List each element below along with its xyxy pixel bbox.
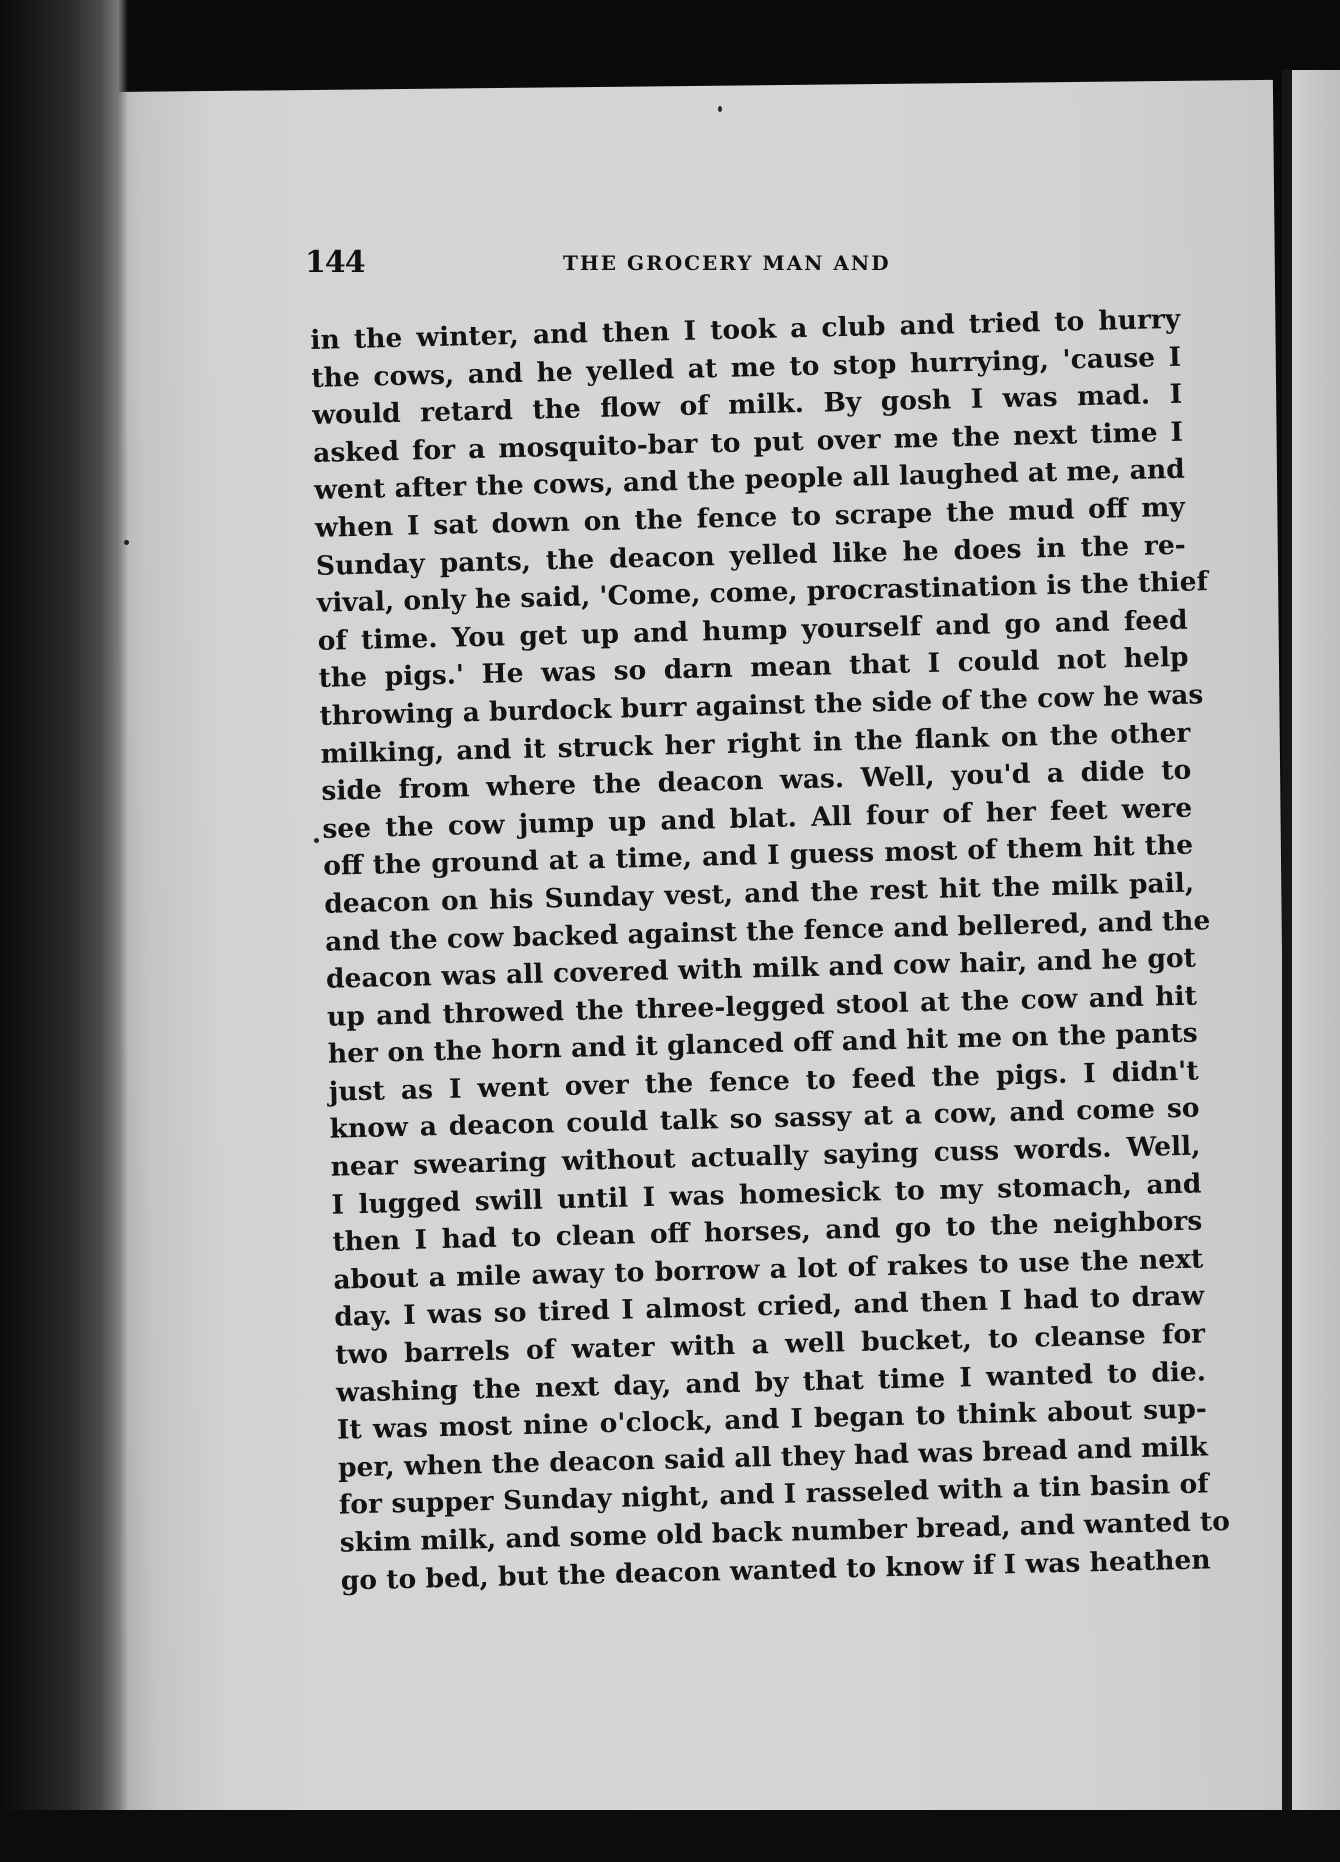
text-line: the cows, and he yelled at me to stop hurrying, 'cause I bbox=[310, 341, 1182, 394]
text-line: would retard the flow of milk. By gosh I was mad. I bbox=[311, 378, 1183, 432]
text-line: washing the next day, and by that time I wanted to die. bbox=[335, 1356, 1207, 1409]
text-line: in the winter, and then I took a club and tried to hurry bbox=[310, 303, 1181, 356]
text-line: skim milk, and some old back number bread, and wanted to bbox=[339, 1505, 1231, 1559]
text-line: side from where the deacon was. Well, you'd a dide to bbox=[321, 754, 1192, 807]
scan-speck bbox=[718, 106, 722, 112]
text-line: deacon was all covered with milk and cow hair, and he got bbox=[325, 942, 1197, 995]
text-line: go to bed, but the deacon wanted to know if I was heathen bbox=[340, 1543, 1211, 1597]
text-line: near swearing without actually saying cuss words. Well, bbox=[330, 1130, 1201, 1183]
text-line: of time. You get up and hump yourself and go and feed bbox=[317, 604, 1188, 657]
text-line: Sunday pants, the deacon yelled like he does in the re- bbox=[315, 529, 1187, 582]
text-line: per, when the deacon said all they had was bread and milk bbox=[337, 1431, 1209, 1484]
text-line: off the ground at a time, and I guess most of them hit the bbox=[322, 829, 1194, 883]
text-line: throwing a burdock burr against the side of the cow he was bbox=[319, 679, 1204, 732]
text-line: milking, and it struck her right in the flank on the other bbox=[320, 717, 1191, 770]
text-line: her on the horn and it glanced off and hit me on the pants bbox=[327, 1017, 1199, 1071]
scan-top-border bbox=[0, 0, 1340, 92]
text-line: day. I was so tired I almost cried, and then I had to draw bbox=[333, 1280, 1205, 1334]
text-line: went after the cows, and the people all laughed at me, and bbox=[313, 454, 1186, 507]
scan-speck bbox=[124, 540, 129, 545]
page-header bbox=[305, 245, 1065, 285]
scan-speck bbox=[314, 838, 319, 843]
text-line: It was most nine o'clock, and I began to think about sup- bbox=[336, 1393, 1208, 1446]
text-line: two barrels of water with a well bucket, to cleanse for bbox=[334, 1318, 1206, 1371]
text-line: when I sat down on the fence to scrape the mud off my bbox=[314, 491, 1186, 544]
text-line: vival, only he said, 'Come, come, procrastination is the thief bbox=[316, 566, 1209, 620]
page-edge-shadow bbox=[1282, 70, 1292, 1830]
page-number: 144 bbox=[305, 245, 365, 280]
text-line: about a mile away to borrow a lot of rakes to use the next bbox=[333, 1243, 1204, 1296]
body-text bbox=[310, 301, 1231, 1600]
text-line: the pigs.' He was so darn mean that I could not help bbox=[318, 641, 1189, 695]
text-line: then I had to clean off horses, and go to the neighbors bbox=[332, 1205, 1203, 1258]
running-head: THE GROCERY MAN AND bbox=[563, 251, 891, 275]
text-line: just as I went over the fence to feed the pigs. I didn't bbox=[328, 1055, 1199, 1108]
text-line: know a deacon could talk so sassy at a cow, and come so bbox=[329, 1092, 1200, 1146]
text-line: asked for a mosquito-bar to put over me the next time I bbox=[312, 416, 1184, 469]
text-line: for supper Sunday night, and I rasseled with a tin basin of bbox=[338, 1468, 1210, 1522]
book-gutter-shadow bbox=[0, 0, 128, 1862]
text-line: and the cow backed against the fence and bellered, and the bbox=[324, 904, 1211, 958]
text-line: up and throwed the three-legged stool at the cow and hit bbox=[326, 980, 1198, 1033]
text-line: I lugged swill until I was homesick to my stomach, and bbox=[331, 1168, 1202, 1221]
adjacent-page-strip bbox=[1292, 70, 1340, 1830]
text-line: see the cow jump up and blat. All four of her feet were bbox=[322, 792, 1193, 845]
scan-bottom-border bbox=[0, 1810, 1340, 1862]
text-line: deacon on his Sunday vest, and the rest hit the milk pail, bbox=[323, 867, 1195, 920]
